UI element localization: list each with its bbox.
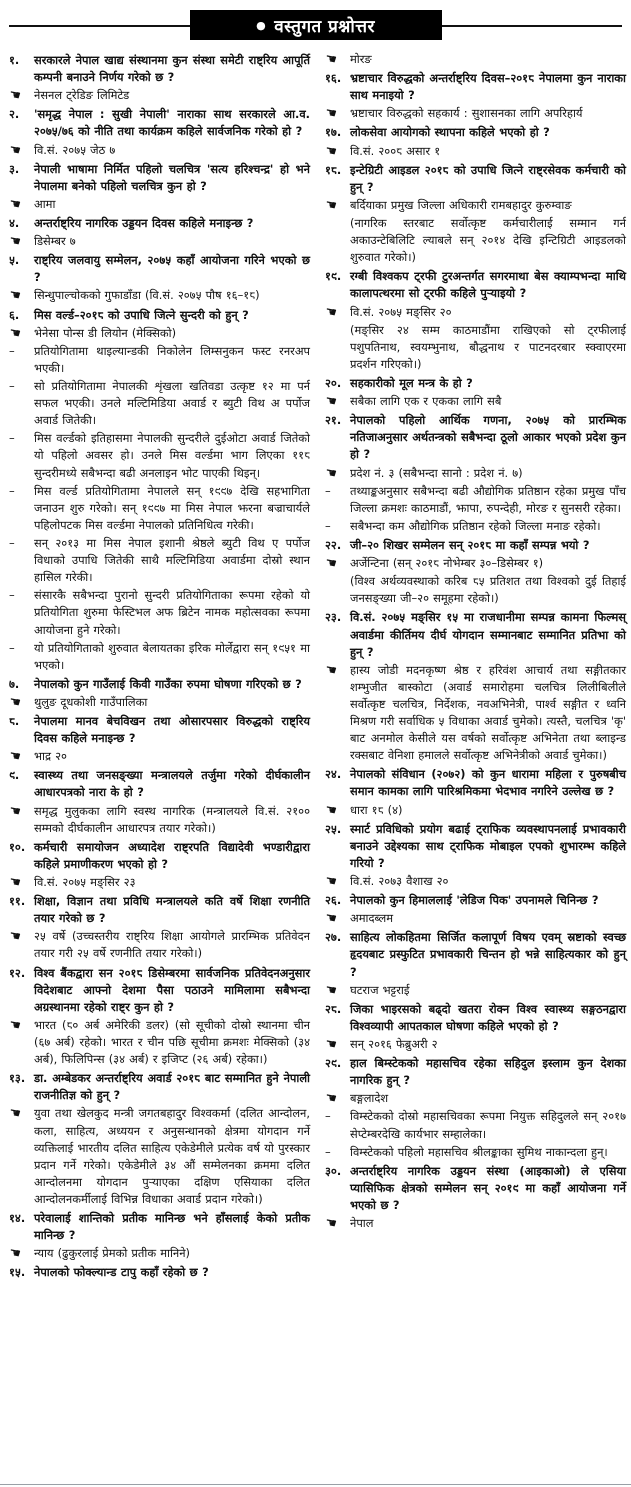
dash-marker: – xyxy=(9,343,15,358)
answer-hand-icon: ☚ xyxy=(323,555,339,573)
question-number: ९. xyxy=(9,768,20,783)
note-item xyxy=(325,215,626,266)
answer-item xyxy=(325,1090,626,1107)
question-text: विश्व बैंकद्वारा सन २०१८ डिसेम्बरमा सार्वजनिक प्रतिवेदनअनुसार विदेशबाट आफ्नो देशमा पैसा पठाउने मामिलामा सबैभन्दा अग्रस्थानमा रहेको राष्ट्र कुन हो ? xyxy=(34,965,310,1014)
answer-item xyxy=(9,874,310,891)
answer-hand-icon: ☚ xyxy=(7,928,23,946)
answer-hand-icon: ☚ xyxy=(323,1035,339,1054)
answer-item xyxy=(325,197,626,214)
question-number: २४. xyxy=(325,767,342,782)
question-number: २९. xyxy=(325,1056,342,1071)
answer-hand-icon: ☚ xyxy=(7,1016,23,1034)
answer-hand-icon: ☚ xyxy=(7,748,23,766)
answer-text: वि.सं. २०७५ मङ्सिर २३ xyxy=(34,875,136,890)
answer-item xyxy=(325,1215,626,1232)
question-item xyxy=(325,609,626,660)
question-item xyxy=(9,1264,310,1281)
answer-hand-icon: ☚ xyxy=(7,287,23,305)
note-text: (मङ्सिर २४ सम्म काठमाडौंमा राखिएको सो ट्रफीलाई पशुपतिनाथ, स्वयम्भुनाथ, बौद्धनाथ र पाटनदरबार स्क्वाएरमा प्रदर्शन गरिएको।) xyxy=(350,322,626,371)
dash-marker: – xyxy=(325,1109,331,1124)
question-text: नेपाली भाषामा निर्मित पहिलो चलचित्र 'सत्य हरिश्चन्द्र' हो भने नेपालमा बनेको पहिलो चलचित्र कुन हो ? xyxy=(34,161,310,193)
answer-hand-icon: ☚ xyxy=(7,873,23,892)
answer-hand-icon: ☚ xyxy=(7,195,23,213)
answer-text: डिसेम्बर ७ xyxy=(34,234,76,249)
answer-text: थुलुङ दूधकोशी गाउँपालिका xyxy=(34,694,148,709)
answer-hand-icon: ☚ xyxy=(7,324,23,342)
answer-text: नेपाल xyxy=(350,1216,374,1231)
answer-item xyxy=(9,1245,310,1262)
answer-item xyxy=(9,287,310,304)
question-number: २८. xyxy=(325,1001,342,1016)
question-item xyxy=(9,106,310,140)
question-number: २. xyxy=(9,107,20,122)
question-item xyxy=(9,215,310,232)
question-number: १३. xyxy=(9,1071,26,1086)
left-column xyxy=(9,50,310,1283)
answer-text: वि.सं. २०७५ जेठ ७ xyxy=(34,142,116,157)
answer-item xyxy=(325,465,626,482)
question-item xyxy=(325,1055,626,1089)
answer-text: नेसनल ट्रेडिङ लिमिटेड xyxy=(34,88,130,103)
answer-item xyxy=(9,325,310,342)
sub-point-item xyxy=(9,640,310,674)
sub-point-item xyxy=(9,430,310,481)
question-item xyxy=(325,70,626,104)
question-item xyxy=(9,52,310,86)
answer-hand-icon: ☚ xyxy=(7,1245,23,1263)
dash-marker: – xyxy=(9,535,15,550)
question-number: २१. xyxy=(325,413,342,428)
answer-text: वि.सं. २०७३ वैशाख २० xyxy=(350,874,449,889)
answer-hand-icon: ☚ xyxy=(7,141,23,159)
question-text: कर्मचारी समायोजन अध्यादेश राष्ट्रपति विद्यादेवी भण्डारीद्वारा कहिले प्रमाणीकरण भएको हो ? xyxy=(34,839,310,871)
question-number: १५. xyxy=(9,1265,26,1280)
sub-point-text: प्रतियोगितामा थाइल्यान्डकी निकोलेन लिम्सनुकन फस्ट रनरअप भएकी। xyxy=(34,343,310,375)
note-text: (विश्व अर्थव्यवस्थाको करिब ८५ प्रतिशत तथा विश्वको दुई तिहाई जनसङ्ख्या जी–२० समूहमा रहेको।) xyxy=(350,574,626,606)
sub-point-item xyxy=(9,343,310,377)
answer-hand-icon: ☚ xyxy=(323,872,339,891)
question-text: सरकारले नेपाल खाद्य संस्थानमा कुन संस्था समेटी राष्ट्रिय आपूर्ति कम्पनी बनाउने निर्णय गरेको छ ? xyxy=(34,53,310,85)
answer-item xyxy=(325,873,626,890)
question-item xyxy=(325,375,626,392)
dash-marker: – xyxy=(9,640,15,655)
answer-item xyxy=(9,1105,310,1208)
question-item xyxy=(9,1210,310,1244)
note-item xyxy=(325,573,626,607)
question-number: १. xyxy=(9,53,20,67)
sub-point-item xyxy=(9,535,310,586)
question-number: १६. xyxy=(325,71,342,86)
bullet-icon: ● xyxy=(256,18,267,32)
question-item xyxy=(9,307,310,324)
question-item xyxy=(325,537,626,554)
answer-text: अर्जेन्टिना (सन् २०१८ नोभेम्बर ३०–डिसेम्बर १) xyxy=(350,556,544,571)
question-text: नेपालको कुन गाउँलाई किवी गाउँका रुपमा घोषणा गरिएको छ ? xyxy=(34,676,302,691)
question-number: ८. xyxy=(9,714,20,729)
question-text: नेपालको संविधान (२०७२) को कुन धारामा महिला र पुरुषबीच समान कामका लागि पारिश्रमिकमा भेदभाव नगरिने उल्लेख छ ? xyxy=(350,767,626,799)
question-number: ३. xyxy=(9,161,20,176)
answer-text: वि.सं. २०७५ मङ्सिर २० xyxy=(350,304,452,319)
answer-text: प्रदेश नं. ३ (सबैभन्दा सानो : प्रदेश नं. ७) xyxy=(350,465,523,480)
dash-marker: – xyxy=(9,588,15,603)
question-item xyxy=(325,162,626,196)
answer-text: भेनेसा पोन्स डी लियोन (मेक्सिको) xyxy=(34,325,177,340)
question-number: २७. xyxy=(325,930,342,945)
sub-point-text: तथ्याङ्कअनुसार सबैभन्दा बढी औद्योगिक प्रतिष्ठान रहेका प्रमुख पाँच जिल्ला क्रमशः काठमाडौं, झापा, रुपन्देही, मोरङ र सुनसरी रहेका। xyxy=(350,483,626,515)
answer-hand-icon: ☚ xyxy=(7,87,23,105)
question-number: ११. xyxy=(9,894,26,909)
question-item xyxy=(9,767,310,801)
answer-text: बर्दियाका प्रमुख जिल्ला अधिकारी रामबहादुर कुरुम्वाङ xyxy=(350,197,572,212)
answer-text: हास्य जोडी मदनकृष्ण श्रेष्ठ र हरिवंश आचार्य तथा सङ्गीतकार शम्भुजीत बास्कोटा (अवार्ड समारोहमा चलचित्र लिलीबिलीले सर्वोत्कृष्ट चलचित्र, निर्देशक, नवअभिनेत्री, पार्श्व सङ्गीत र ध्वनि मिश्रण गरी सर्वाधिक ५ विधाका अवार्ड चुमेको। त्यस्तै, चलचित्र 'कृ' बाट अनमोल केसीले यस वर्षको सर्वोत्कृष्ट अभिनेता तथा ब्लाइन्ड रक्सबाट वेनिशा हमालले सर्वोत्कृष्ट अभिनेत्रीको अवार्ड चुमेका।) xyxy=(350,662,626,763)
note-text: (नागरिक स्तरबाट सर्वोत्कृष्ट कर्मचारीलाई सम्मान गर्न अकाउन्टेबिलिटि ल्याबले सन् २०१४ देखि इन्टिग्रिटी आइडलको शुरुवात गरेको।) xyxy=(350,215,626,265)
answer-text: घटराज भट्टराई xyxy=(350,982,410,997)
sub-point-text: मिस वर्ल्डको इतिहासमा नेपालकी सुन्दरीले दुईओटा अवार्ड जितेको यो पहिलो अवसर हो। उनले मिस वर्ल्डमा भाग लिएका ११८ सुन्दरीमध्ये सबैभन्दा बढी अनलाइन भोट पाएकी थिइन्। xyxy=(34,431,310,480)
answer-item xyxy=(9,928,310,962)
question-number: ६. xyxy=(9,307,20,322)
answer-text: न्याय (ढुकुरलाई प्रेमको प्रतीक मानिने) xyxy=(34,1246,190,1261)
question-text: अन्तर्राष्ट्रिय नागरिक उड्डयन संस्था (आइकाओ) ले एसिया प्यासिफिक क्षेत्रको सम्मेलन सन् २०१९ मा कहाँ आयोजना गर्ने भएको छ ? xyxy=(350,1163,626,1212)
sub-point-text: यो प्रतियोगिताको शुरुवात बेलायतका इरिक मोर्लेद्वारा सन् १९५१ मा भएको। xyxy=(34,640,310,672)
sub-point-item xyxy=(9,587,310,638)
answer-text: बङ्गलादेश xyxy=(350,1091,389,1106)
sub-point-text: संसारकै सबैभन्दा पुरानो सुन्दरी प्रतियोगिताका रूपमा रहेको यो प्रतियोगिता शुरुमा फेस्टिभल अफ ब्रिटेन नामक महोत्सवका रूपमा आयोजना हुने गरेको। xyxy=(34,588,310,637)
note-item xyxy=(325,322,626,373)
sub-point-item xyxy=(325,1108,626,1142)
answer-hand-icon: ☚ xyxy=(323,105,339,123)
question-item xyxy=(9,965,310,1016)
answer-hand-icon: ☚ xyxy=(323,801,339,819)
question-item xyxy=(9,893,310,927)
answer-text: आमा xyxy=(34,196,56,211)
answer-item xyxy=(9,1017,310,1068)
answer-text: युवा तथा खेलकुद मन्त्री जगतबहादुर विश्वकर्मा (दलित आन्दोलन, कला, साहित्य, अध्ययन र अनुसन्धानको क्षेत्रमा योगदान गर्ने व्यक्तिलाई भारतीय दलित साहित्य एकेडेमीले प्रत्येक वर्ष यो पुरस्कार प्रदान गर्ने गरेको। एकेडेमीले ३४ औं सम्मेलनका क्रममा दलित आन्दोलनमा योगदान पुऱ्याएका दक्षिण एसियाका दलित आन्दोलनकर्मीलाई विभिन्न विधाका अवार्ड प्रदान गरेको।) xyxy=(34,1106,310,1206)
sub-point-item xyxy=(9,483,310,534)
page-bottom-rule xyxy=(0,1484,631,1485)
sub-point-text: सन् २०१३ मा मिस नेपाल इशानी श्रेष्ठले ब्युटी विथ ए पर्पोज विधाको उपाधि जितेकी साथै मल्टिमिडिया अवार्डमा दोस्रो स्थान हासिल गरेकी। xyxy=(34,535,310,585)
question-number: १९. xyxy=(325,269,342,284)
answer-item xyxy=(325,802,626,819)
question-item xyxy=(325,892,626,909)
sub-point-text: सबैभन्दा कम औद्योगिक प्रतिष्ठान रहेको जिल्ला मनाङ रहेको। xyxy=(350,518,601,533)
answer-item xyxy=(325,143,626,160)
question-item xyxy=(325,412,626,463)
question-number: १२. xyxy=(9,965,26,980)
answer-text: मोरङ xyxy=(350,52,372,66)
question-item xyxy=(325,821,626,872)
answer-item xyxy=(325,51,626,68)
question-number: १७. xyxy=(325,125,342,140)
sub-point-text: विम्स्टेकको पहिलो महासचिव श्रीलङ्काका सुमिथ नाकान्दला हुन्। xyxy=(350,1144,608,1159)
answer-item xyxy=(325,393,626,410)
question-text: साहित्य लोकहितमा सिर्जित कलापूर्ण विषय एवम् स्रष्टाको स्वच्छ हृदयबाट प्रस्फुटित प्रभावकारी चिन्तन हो भन्ने साहित्यकार को हुन् ? xyxy=(350,930,626,979)
answer-hand-icon: ☚ xyxy=(323,50,339,69)
answer-hand-icon: ☚ xyxy=(323,393,339,411)
question-text: इन्टेग्रिटी आइडल २०१८ को उपाधि जित्ने राष्ट्रसेवक कर्मचारी को हुन् ? xyxy=(350,162,626,194)
question-text: रग्बी विश्वकप ट्रफी टुरअन्तर्गत सगरमाथा बेस क्याम्पभन्दा माथि कालापत्थरमा सो ट्रफी कहिले पुऱ्याइयो ? xyxy=(350,269,626,301)
question-number: २०. xyxy=(325,375,342,390)
question-text: वि.सं. २०७५ मङ्सिर १५ मा राजधानीमा सम्पन्न कामना फिल्मस् अवार्डमा कीर्तिमय दीर्घ योगदान सम्मानबाट सम्मानित प्रतिभा को हुन् ? xyxy=(350,610,626,659)
answer-item xyxy=(9,803,310,837)
question-item xyxy=(325,1163,626,1214)
question-text: जी–२० शिखर सम्मेलन सन् २०१८ मा कहाँ सम्पन्न भयो ? xyxy=(350,537,590,552)
answer-hand-icon: ☚ xyxy=(7,1105,23,1123)
question-text: स्मार्ट प्रविधिको प्रयोग बढाई ट्राफिक व्यवस्थापनलाई प्रभावकारी बनाउने उद्देश्यका साथ ट्राफिक मोबाइल एपको शुभारम्भ कहिले गरियो ? xyxy=(350,821,626,870)
dash-marker: – xyxy=(9,483,15,498)
answer-item xyxy=(9,196,310,213)
question-item xyxy=(9,676,310,693)
sub-point-item xyxy=(9,378,310,429)
question-item xyxy=(9,1070,310,1104)
question-text: जिका भाइरसको बढ्दो खतरा रोक्न विश्व स्वास्थ्य सङ्गठनद्वारा विश्वव्यापी आपतकाल घोषणा कहिले भएको हो ? xyxy=(350,1001,626,1033)
question-text: राष्ट्रिय जलवायु सम्मेलन, २०७५ कहाँ आयोजना गरिने भएको छ ? xyxy=(34,253,310,285)
sub-point-item xyxy=(325,483,626,517)
answer-text: सबैका लागि एक र एकका लागि सबै xyxy=(350,394,502,409)
question-text: हाल बिम्स्टेकको महासचिव रहेका सहिदुल इस्लाम कुन देशका नागरिक हुन् ? xyxy=(350,1056,626,1088)
answer-hand-icon: ☚ xyxy=(323,464,339,482)
question-text: लोकसेवा आयोगको स्थापना कहिले भएको हो ? xyxy=(350,125,550,140)
qa-columns xyxy=(7,50,626,1283)
question-text: डा. अम्बेडकर अन्तर्राष्ट्रिय अवार्ड २०१८ बाट सम्मानित हुने नेपाली राजनीतिज्ञ को हुन् ? xyxy=(34,1071,310,1103)
answer-hand-icon: ☚ xyxy=(323,1215,339,1233)
answer-item xyxy=(325,1036,626,1053)
question-item xyxy=(325,1001,626,1035)
sub-point-item xyxy=(325,518,626,535)
answer-hand-icon: ☚ xyxy=(323,981,339,999)
answer-item xyxy=(9,694,310,711)
sub-point-text: सो प्रतियोगितामा नेपालकी शृंखला खतिवडा उत्कृष्ट १२ मा पर्न सफल भएकी। उनले मल्टिमिडिया अवार्ड र ब्युटी विथ अ पर्पोज अवार्ड जितेकी। xyxy=(34,378,310,428)
question-text: परेवालाई शान्तिको प्रतीक मानिन्छ भने हाँसलाई केको प्रतीक मानिन्छ ? xyxy=(34,1211,310,1243)
question-text: नेपालको कुन हिमाललाई 'लेडिज पिक' उपनामले चिनिन्छ ? xyxy=(350,893,599,908)
answer-hand-icon: ☚ xyxy=(323,303,339,321)
answer-item xyxy=(9,233,310,250)
answer-item xyxy=(9,142,310,159)
page-title-box xyxy=(190,10,442,40)
question-number: ७. xyxy=(9,676,20,691)
answer-text: भ्रष्टाचार विरुद्धको सहकार्य : सुशासनका लागि अपरिहार्य xyxy=(350,106,583,121)
dash-marker: – xyxy=(9,431,15,446)
question-item xyxy=(9,161,310,195)
question-text: अन्तर्राष्ट्रिय नागरिक उड्डयन दिवस कहिले मनाइन्छ ? xyxy=(34,215,254,230)
question-number: १०. xyxy=(9,839,26,854)
question-number: २५. xyxy=(325,821,342,836)
answer-text: सन् २०१६ फेब्रुअरी २ xyxy=(350,1037,438,1052)
page-title: वस्तुगत प्रश्नोत्तर xyxy=(274,16,375,37)
question-item xyxy=(9,839,310,873)
answer-item xyxy=(325,555,626,572)
question-text: नेपालमा मानव बेचविखन तथा ओसारपसार विरुद्धको राष्ट्रिय दिवस कहिले मनाइन्छ ? xyxy=(34,714,310,746)
question-number: २३. xyxy=(325,610,342,625)
question-text: नेपालको पहिलो आर्थिक गणना, २०७५ को प्रारम्भिक नतिजाअनुसार अर्थतन्त्रको सबैभन्दा ठूलो आकार भएको प्रदेश कुन हो ? xyxy=(350,413,626,462)
dash-marker: – xyxy=(325,518,331,533)
answer-item xyxy=(325,105,626,122)
answer-text: सिन्धुपाल्चोकको गुफाडाँडा (वि.सं. २०७५ पौष १६–१८) xyxy=(34,288,260,303)
answer-text: २५ वर्षे (उच्चस्तरीय राष्ट्रिय शिक्षा आयोगले प्रारम्भिक प्रतिवेदन तयार गरी २५ वर्षे रणनीति तयार गरेको।) xyxy=(34,929,310,961)
question-number: २६. xyxy=(325,893,342,908)
answer-text: वि.सं. २००८ असार १ xyxy=(350,143,441,158)
answer-hand-icon: ☚ xyxy=(7,233,23,251)
answer-hand-icon: ☚ xyxy=(7,802,23,820)
question-text: स्वास्थ्य तथा जनसङ्ख्या मन्त्रालयले तर्जुमा गरेको दीर्घकालीन आधारपत्रको नारा के हो ? xyxy=(34,768,310,800)
question-item xyxy=(325,124,626,141)
sub-point-item xyxy=(325,1144,626,1161)
answer-text: भारत (८० अर्ब अमेरिकी डलर) (सो सूचीको दोस्रो स्थानमा चीन (६७ अर्ब) रहेको। भारत र चीन पछि सूचीमा क्रमशः मेक्सिको (३४ अर्ब), फिलिपिन्स (३४ अर्ब) र इजिप्ट (२६ अर्ब) रहेका।) xyxy=(34,1017,310,1067)
sub-point-text: मिस वर्ल्ड प्रतियोगितामा नेपालले सन् १९९७ देखि सहभागिता जनाउन शुरु गरेको। सन् १९९७ मा मिस नेपाल झरना बज्राचार्यले पहिलोपटक मिस वर्ल्डमा नेपालको प्रतिनिधित्व गरेकी। xyxy=(34,483,310,532)
question-text: शिक्षा, विज्ञान तथा प्रविधि मन्त्रालयले कति वर्षे शिक्षा रणनीति तयार गरेको छ ? xyxy=(34,894,310,926)
dash-marker: – xyxy=(325,1144,331,1159)
question-item xyxy=(325,268,626,302)
right-column xyxy=(325,50,626,1233)
answer-text: समृद्ध मुलुकका लागि स्वस्थ नागरिक (मन्त्रालयले वि.सं. २१०० सम्मको दीर्घकालीन आधारपत्र तयार गरेको।) xyxy=(34,803,310,835)
question-item xyxy=(9,252,310,286)
answer-item xyxy=(9,748,310,765)
answer-text: अमादब्लम xyxy=(350,911,393,926)
answer-hand-icon: ☚ xyxy=(323,142,339,160)
question-number: ३०. xyxy=(325,1163,342,1178)
question-item xyxy=(325,929,626,980)
sub-point-text: विम्स्टेकको दोस्रो महासचिवका रूपमा नियुक्त सहिदुलले सन् २०१७ सेप्टेम्बरदेखि कार्यभार सम्हालेका। xyxy=(350,1109,626,1141)
question-item xyxy=(325,766,626,800)
answer-text: भाद्र २० xyxy=(34,749,67,764)
answer-hand-icon: ☚ xyxy=(323,1090,339,1108)
answer-hand-icon: ☚ xyxy=(323,661,339,679)
answer-hand-icon: ☚ xyxy=(7,693,23,711)
question-text: 'समृद्ध नेपाल : सुखी नेपाली' नाराका साथ सरकारले आ.व. २०७५/७६ को नीति तथा कार्यक्रम कहिले सार्वजनिक गरेको हो ? xyxy=(34,107,310,139)
answer-item xyxy=(325,662,626,765)
answer-item xyxy=(325,982,626,999)
page-header xyxy=(9,6,622,44)
question-number: ४. xyxy=(9,215,20,230)
answer-item xyxy=(9,87,310,104)
question-number: १४. xyxy=(9,1211,26,1226)
question-number: ५. xyxy=(9,253,20,268)
dash-marker: – xyxy=(325,483,331,498)
question-item xyxy=(9,713,310,747)
question-text: नेपालको फोक्ल्यान्ड टापु कहाँ रहेको छ ? xyxy=(34,1265,209,1280)
question-number: १८. xyxy=(325,162,342,177)
answer-item xyxy=(325,304,626,321)
answer-hand-icon: ☚ xyxy=(323,910,339,928)
question-number: २२. xyxy=(325,537,342,552)
question-text: मिस वर्ल्ड–२०१८ को उपाधि जित्ने सुन्दरी को हुन् ? xyxy=(34,307,249,322)
dash-marker: – xyxy=(9,378,15,393)
answer-hand-icon: ☚ xyxy=(323,196,339,214)
question-text: सहकारीको मूल मन्त्र के हो ? xyxy=(350,375,473,390)
answer-text: धारा १८ (४) xyxy=(350,802,403,817)
question-text: भ्रष्टाचार विरुद्धको अन्तर्राष्ट्रिय दिवस–२०१८ नेपालमा कुन नाराका साथ मनाइयो ? xyxy=(350,71,626,103)
answer-item xyxy=(325,910,626,927)
